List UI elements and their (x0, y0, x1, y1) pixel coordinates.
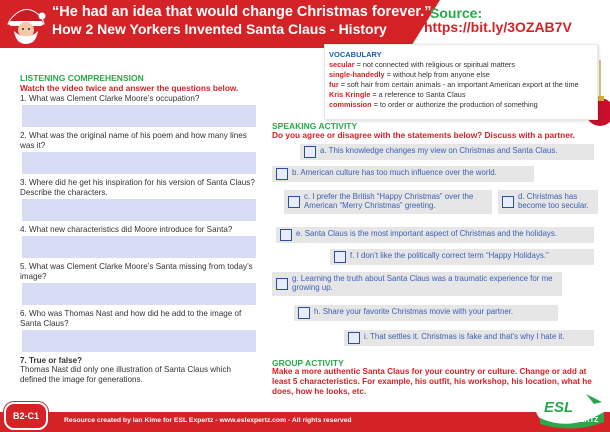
source-link[interactable]: https://bit.ly/3OZAB7V (424, 19, 572, 35)
question-2: 2. What was the original name of his poem and how many lines was it? (20, 131, 247, 150)
speaking-instruction: Do you agree or disagree with the statements below? Discuss with a partner. (272, 130, 575, 140)
statement-g[interactable]: g. Learning the truth about Santa Claus was a traumatic experience for me growing up. (272, 272, 562, 296)
statement-i[interactable]: i. That settles it. Christmas is fake and that’s why I hate it. (344, 330, 594, 346)
question-7-title: 7. True or false? (20, 356, 83, 365)
statement-checkbox[interactable] (298, 307, 310, 319)
listening-heading: LISTENING COMPREHENSION (20, 73, 144, 83)
answer-box-3[interactable] (22, 199, 256, 221)
statement-f[interactable]: f. I don’t like the politically correct term “Happy Holidays.” (330, 249, 594, 265)
group-instruction: Make a more authentic Santa Claus for your country or culture. Change or add at least 5 characteristics. For example, his outfit, his workshop, his location, what he does, how he looks, etc. (272, 367, 592, 396)
source-label: Source: (430, 5, 483, 21)
vocabulary-title: VOCABULARY (329, 50, 382, 59)
statement-c[interactable]: c. I prefer the British “Happy Christmas” over the American “Merry Christmas” greeting. (284, 190, 492, 214)
question-4: 4. What new characteristics did Moore introduce for Santa? (20, 225, 233, 234)
group-heading: GROUP ACTIVITY (272, 358, 344, 368)
question-6: 6. Who was Thomas Nast and how did he add to the image of Santa Claus? (20, 309, 242, 328)
speaking-heading: SPEAKING ACTIVITY (272, 121, 358, 131)
vocab-item: commission = to order or authorize the production of something (329, 100, 538, 109)
question-7-text: Thomas Nast did only one illustration of Santa Claus which defined the image for generations. (20, 365, 231, 384)
statement-checkbox[interactable] (276, 168, 288, 180)
answer-box-6[interactable] (22, 330, 256, 352)
listening-instruction: Watch the video twice and answer the questions below. (20, 83, 239, 93)
statement-checkbox[interactable] (334, 251, 346, 263)
statement-checkbox[interactable] (502, 196, 514, 208)
footer-credit: Resource created by Ian Kime for ESL Expertz - www.eslexpertz.com - All rights reserved (64, 417, 352, 424)
page-subtitle: How 2 New Yorkers Invented Santa Claus - History (52, 21, 387, 37)
svg-text:ESL: ESL (544, 399, 574, 416)
statement-checkbox[interactable] (276, 278, 288, 290)
answer-box-1[interactable] (22, 105, 256, 127)
vocab-item: secular = not connected with religious or spiritual matters (329, 60, 515, 69)
vocab-item: Kris Kringle = a reference to Santa Claus (329, 90, 466, 99)
statement-a[interactable]: a. This knowledge changes my view on Christmas and Santa Claus. (300, 144, 594, 160)
statement-e[interactable]: e. Santa Claus is the most important aspect of Christmas and the holidays. (276, 227, 594, 243)
answer-box-2[interactable] (22, 152, 256, 174)
question-3: 3. Where did he get his inspiration for his version of Santa Claus? Describe the characters. (20, 178, 255, 197)
answer-box-4[interactable] (22, 236, 256, 258)
statement-checkbox[interactable] (304, 146, 316, 158)
statement-b[interactable]: b. American culture has too much influence over the world. (272, 166, 534, 182)
santa-face-icon (6, 4, 46, 44)
svg-text:EXPERTZ: EXPERTZ (566, 417, 599, 424)
esl-expertz-logo (534, 388, 606, 430)
level-badge: B2-C1 (4, 402, 48, 430)
page-title: “He had an idea that would change Christmas forever.” (52, 4, 432, 20)
statement-h[interactable]: h. Share your favorite Christmas movie with your partner. (294, 305, 558, 321)
vocab-item: fur = soft hair from certain animals - an important American export at the time (329, 80, 579, 89)
statement-checkbox[interactable] (348, 332, 360, 344)
statement-checkbox[interactable] (280, 229, 292, 241)
statement-checkbox[interactable] (288, 196, 300, 208)
answer-box-5[interactable] (22, 283, 256, 305)
question-1: 1. What was Clement Clarke Moore’s occupation? (20, 94, 200, 103)
statement-d[interactable]: d. Christmas has become too secular. (498, 190, 598, 214)
vocab-item: single-handedly = without help from anyone else (329, 70, 490, 79)
question-5: 5. What was Clement Clarke Moore’s Santa missing from today’s image? (20, 262, 253, 281)
